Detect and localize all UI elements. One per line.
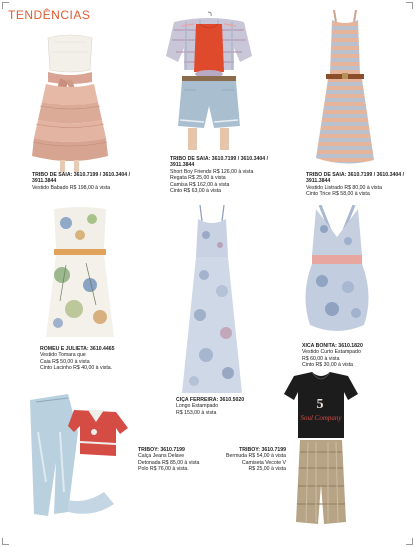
price-line: Vestido Curto Estampado <box>302 349 361 356</box>
caption-dress-listrado <box>306 172 411 198</box>
price-line: R$ 25,00 à vista <box>248 466 286 473</box>
product-photo-shorts-boyfriend <box>164 10 254 155</box>
price-line: Cinto R$ 63,00 à vista <box>170 188 222 195</box>
product-photo-dress-listrado <box>312 10 378 170</box>
product-photo-dress-longo <box>176 205 248 397</box>
price-line: Cinto Lacinho R$ 40,00 à vista. <box>40 365 113 372</box>
caption-shorts-boyfriend <box>170 156 290 194</box>
price-line: Camiseta Vecote V <box>241 459 286 466</box>
caption-dress-longo <box>176 397 276 416</box>
price-line: Detonada R$ 85,00 à vista <box>138 459 200 466</box>
section-title: TENDÊNCIAS <box>8 8 91 22</box>
product-photo-dress-babado <box>30 32 110 172</box>
price-line: Cinto R$ 30,00 à vista <box>302 362 354 369</box>
product-photo-dress-curto <box>302 205 372 340</box>
crop-mark <box>2 538 9 545</box>
brand-label: TRIBO DE SAIA: 3610.7199 / 3610.3404 / 3911.3844 <box>170 156 269 169</box>
brand-label: XICA BONITA: 3610.1820 <box>302 343 363 349</box>
product-photo-jeans-polo <box>24 392 136 522</box>
caption-dress-tomara <box>40 346 150 372</box>
caption-bermuda-camiseta <box>190 447 286 473</box>
brand-label: TRIBOY: 3610.7199 <box>239 447 286 453</box>
product-photo-bermuda-camiseta <box>284 372 358 534</box>
price-line: Caia R$ 50,00 à vista <box>40 358 90 365</box>
price-line: Calça Jeans Delave <box>138 453 185 460</box>
price-line: Bermuda R$ 54,00 à vista <box>226 453 286 460</box>
price-line: Short Boy Friends R$ 126,00 à vista <box>170 168 254 175</box>
brand-label: TRIBO DE SAIA: 3610.7199 / 3610.3404 / 3911.3844 <box>306 172 405 185</box>
brand-label: TRIBO DE SAIA: 3610.7199 / 3610.3404 / 3911.3844 <box>32 172 131 185</box>
crop-mark <box>406 2 413 9</box>
brand-label: CIÇA FERREIRA: 3610.5020 <box>176 397 245 403</box>
brand-label: ROMEU E JULIETA: 3610.4465 <box>40 346 115 352</box>
caption-dress-curto <box>302 343 402 369</box>
shirt-print-text: Soul Company <box>300 414 342 422</box>
price-line: Vestido Tomara que <box>40 352 86 359</box>
price-line: R$ 60,00 à vista <box>302 355 340 362</box>
price-line: Camisa R$ 162,00 à vista <box>170 181 230 188</box>
shirt-number: 5 <box>316 397 324 412</box>
price-line: Regata R$ 25,00 à vista <box>170 175 226 182</box>
product-photo-dress-tomara <box>40 205 120 343</box>
price-line: R$ 153,00 à vista <box>176 409 217 416</box>
price-line: Vestido Babado R$ 198,00 à vista <box>32 184 111 191</box>
price-line: Longo Estampado <box>176 403 219 410</box>
price-line: Polo R$ 76,00 à vista. <box>138 466 189 473</box>
price-line: Vestido Listrado R$ 80,00 à vista <box>306 184 382 191</box>
crop-mark <box>406 538 413 545</box>
caption-dress-babado <box>32 172 132 191</box>
price-line: Cinto Trice R$ 58,00 à vista <box>306 191 370 198</box>
brand-label: TRIBOY: 3610.7199 <box>138 447 185 453</box>
